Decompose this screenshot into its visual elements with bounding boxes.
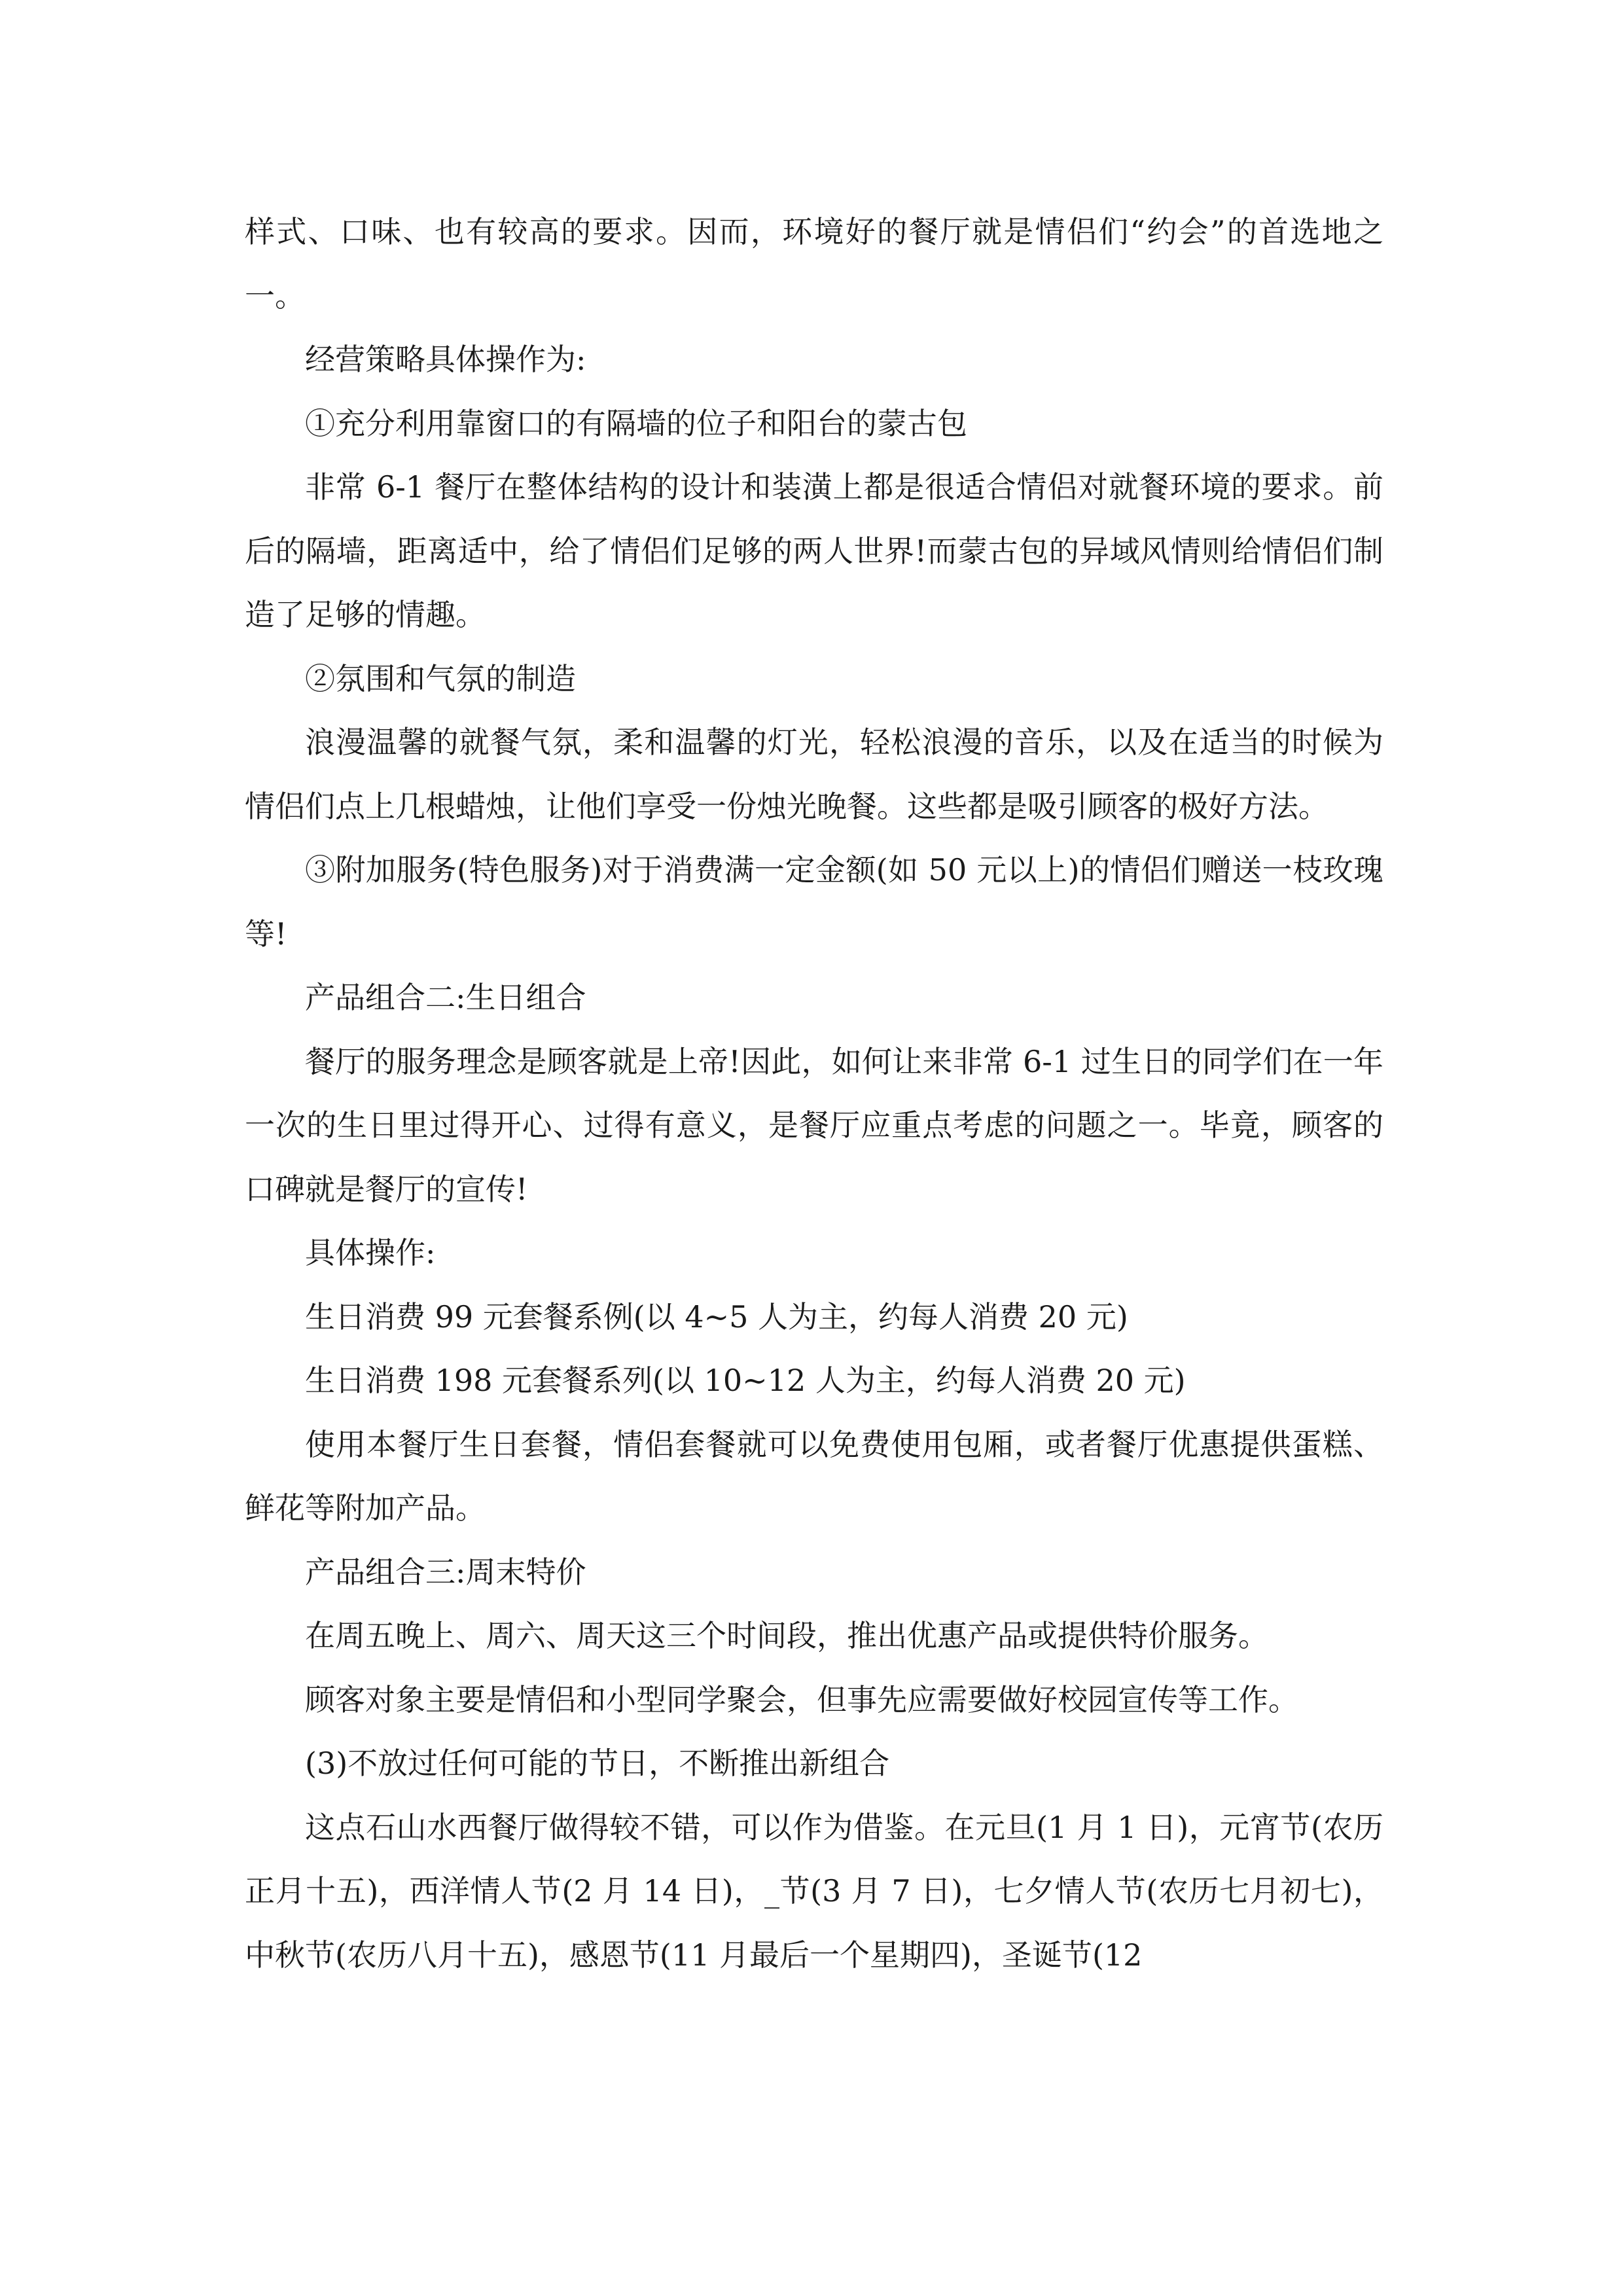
paragraph: 产品组合二:生日组合 bbox=[305, 980, 586, 1015]
paragraph: 经营策略具体操作为: bbox=[305, 342, 586, 377]
paragraph: 餐厅的服务理念是顾客就是上帝!因此，如何让来非常 6-1 过生日的同学们在一年一次的生日里过得开心、过得有意义，是餐厅应重点考虑的问题之一。毕竟，顾客的口碑就是餐厅的宣传! bbox=[245, 1043, 1383, 1207]
paragraph: 这点石山水西餐厅做得较不错，可以作为借鉴。在元旦(1 月 1 日)，元宵节(农历正月十五)，西洋情人节(2 月 14 日)，_节(3 月 7 日)，七夕情人节(农历七月初七)，中秋节(农历八月十五)，感恩节(11 月最后一个星期四)，圣诞节(12 bbox=[245, 1809, 1383, 1973]
paragraph: 浪漫温馨的就餐气氛，柔和温馨的灯光，轻松浪漫的音乐，以及在适当的时候为情侣们点上几根蜡烛，让他们享受一份烛光晚餐。这些都是吸引顾客的极好方法。 bbox=[245, 725, 1383, 824]
paragraph: ②氛围和气氛的制造 bbox=[305, 660, 576, 696]
paragraph: 具体操作: bbox=[305, 1235, 436, 1270]
paragraph: 产品组合三:周末特价 bbox=[305, 1554, 586, 1590]
paragraph: 生日消费 198 元套餐系列(以 10~12 人为主，约每人消费 20 元) bbox=[305, 1363, 1186, 1398]
paragraph: 在周五晚上、周六、周天这三个时间段，推出优惠产品或提供特价服务。 bbox=[305, 1618, 1268, 1653]
paragraph: ③附加服务(特色服务)对于消费满一定金额(如 50 元以上)的情侣们赠送一枝玫瑰等! bbox=[245, 852, 1383, 952]
paragraph: ①充分利用靠窗口的有隔墙的位子和阳台的蒙古包 bbox=[305, 405, 967, 441]
paragraph: (3)不放过任何可能的节日，不断推出新组合 bbox=[305, 1746, 890, 1781]
paragraph: 样式、口味、也有较高的要求。因而，环境好的餐厅就是情侣们“约会”的首选地之一。 bbox=[245, 214, 1383, 314]
paragraph: 非常 6-1 餐厅在整体结构的设计和装潢上都是很适合情侣对就餐环境的要求。前后的隔墙，距离适中，给了情侣们足够的两人世界!而蒙古包的异域风情则给情侣们制造了足够的情趣。 bbox=[245, 469, 1383, 632]
paragraph: 生日消费 99 元套餐系例(以 4~5 人为主，约每人消费 20 元) bbox=[305, 1299, 1128, 1335]
document-body bbox=[245, 200, 1383, 1987]
paragraph: 顾客对象主要是情侣和小型同学聚会，但事先应需要做好校园宣传等工作。 bbox=[305, 1681, 1298, 1717]
paragraph: 使用本餐厅生日套餐，情侣套餐就可以免费使用包厢，或者餐厅优惠提供蛋糕、鲜花等附加产品。 bbox=[245, 1426, 1383, 1526]
